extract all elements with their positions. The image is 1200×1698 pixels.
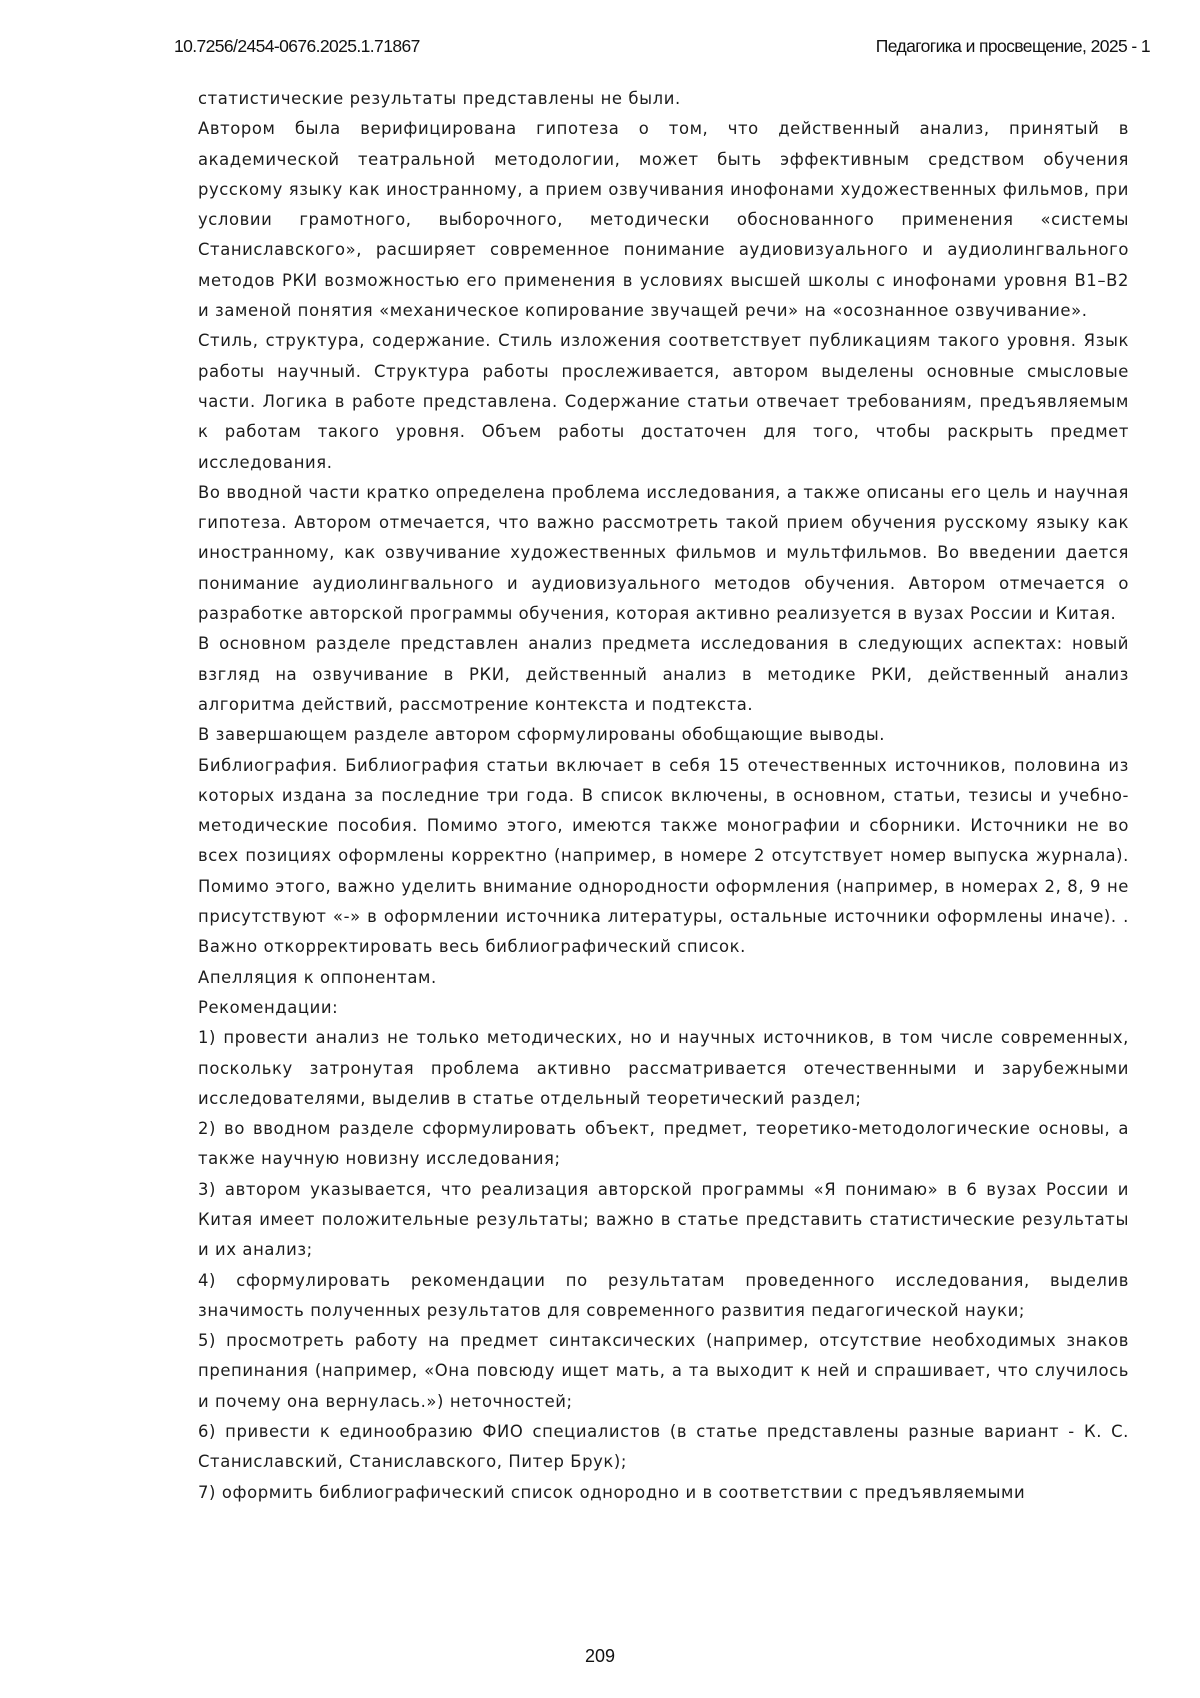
paragraph-conclusion-section: В завершающем разделе автором сформулированы обобщающие выводы.: [198, 720, 1129, 750]
page-body: [198, 84, 1129, 1508]
paragraph-main-section: В основном разделе представлен анализ предмета исследования в следующих аспектах: новый взгляд на озвучивание в РКИ, действенный анализ в методике РКИ, действенный анализ алгоритма действий, рассмотрение контекста и подтекста.: [198, 629, 1129, 720]
header-journal-title: Педагогика и просвещение, 2025 - 1: [876, 36, 1150, 57]
page-header: [174, 36, 1150, 64]
paragraph-recommendations-heading: Рекомендации:: [198, 993, 1129, 1023]
paragraph-bibliography: Библиография. Библиография статьи включает в себя 15 отечественных источников, половина из которых издана за последние три года. В список включены, в основном, статьи, тезисы и учебно-методические пособия. Помимо этого, имеются также монографии и сборники. Источники не во всех позициях оформлены корректно (например, в номере 2 отсутствует номер выпуска журнала). Помимо этого, важно уделить внимание однородности оформления (например, в номерах 2, 8, 9 не присутствуют «-» в оформлении источника литературы, остальные источники оформлены иначе). . Важно откорректировать весь библиографический список.: [198, 751, 1129, 963]
recommendation-item-6: 6) привести к единообразию ФИО специалистов (в статье представлены разные вариант - К. С. Станиславский, Станиславского, Питер Брук);: [198, 1417, 1129, 1478]
paragraph-appeal-opponents: Апелляция к оппонентам.: [198, 963, 1129, 993]
recommendation-item-1: 1) провести анализ не только методических, но и научных источников, в том числе современных, поскольку затронутая проблема активно рассматривается отечественными и зарубежными исследователями, выделив в статье отдельный теоретический раздел;: [198, 1023, 1129, 1114]
paragraph-introduction-review: Во вводной части кратко определена проблема исследования, а также описаны его цель и научная гипотеза. Автором отмечается, что важно рассмотреть такой прием обучения русскому языку как иностранному, как озвучивание художественных фильмов и мультфильмов. Во введении дается понимание аудиолингвального и аудиовизуального методов обучения. Автором отмечается о разработке авторской программы обучения, которая активно реализуется в вузах России и Китая.: [198, 478, 1129, 629]
recommendation-item-5: 5) просмотреть работу на предмет синтаксических (например, отсутствие необходимых знаков препинания (например, «Она повсюду ищет мать, а та выходит к ней и спрашивает, что случилось и почему она вернулась.») неточностей;: [198, 1326, 1129, 1417]
recommendation-item-3: 3) автором указывается, что реализация авторской программы «Я понимаю» в 6 вузах России и Китая имеет положительные результаты; важно в статье представить статистические результаты и их анализ;: [198, 1175, 1129, 1266]
recommendation-item-7: 7) оформить библиографический список однородно и в соответствии с предъявляемыми: [198, 1478, 1129, 1508]
recommendation-item-4: 4) сформулировать рекомендации по результатам проведенного исследования, выделив значимость полученных результатов для современного развития педагогической науки;: [198, 1266, 1129, 1327]
header-doi: 10.7256/2454-0676.2025.1.71867: [174, 36, 420, 57]
recommendation-item-2: 2) во вводном разделе сформулировать объект, предмет, теоретико-методологические основы, а также научную новизну исследования;: [198, 1114, 1129, 1175]
page-number: 209: [0, 1646, 1200, 1667]
paragraph-hypothesis: Автором была верифицирована гипотеза о том, что действенный анализ, принятый в академической театральной методологии, может быть эффективным средством обучения русскому языку как иностранному, а прием озвучивания инофонами художественных фильмов, при условии грамотного, выборочного, методически обоснованного применения «системы Станиславского», расширяет современное понимание аудиовизуального и аудиолингвального методов РКИ возможностью его применения в условиях высшей школы с инофонами уровня В1–В2 и заменой понятия «механическое копирование звучащей речи» на «осознанное озвучивание».: [198, 114, 1129, 326]
paragraph-intro-fragment: статистические результаты представлены не были.: [198, 84, 1129, 114]
paragraph-style-structure: Стиль, структура, содержание. Стиль изложения соответствует публикациям такого уровня. Язык работы научный. Структура работы прослеживается, автором выделены основные смысловые части. Логика в работе представлена. Содержание статьи отвечает требованиям, предъявляемым к работам такого уровня. Объем работы достаточен для того, чтобы раскрыть предмет исследования.: [198, 326, 1129, 477]
